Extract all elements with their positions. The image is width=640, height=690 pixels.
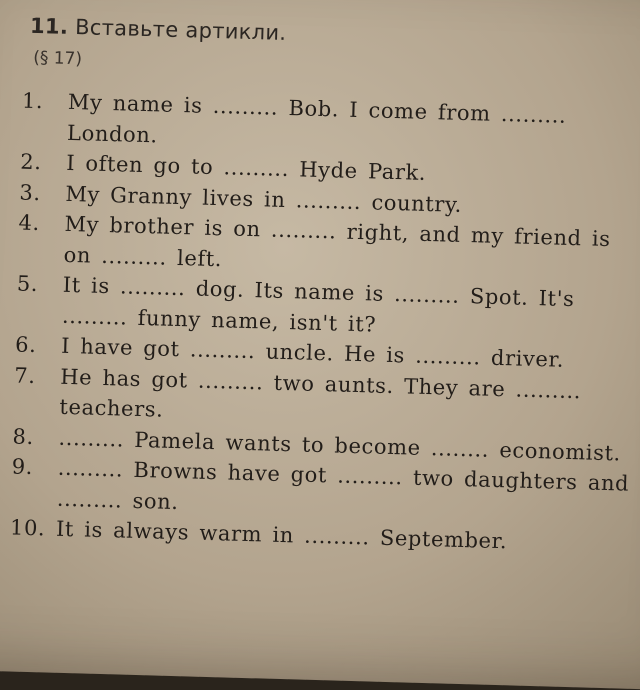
- item-number: 2.: [20, 147, 42, 178]
- exercise-items: [0, 85, 640, 560]
- item-text: I have got ......... uncle. He is ......... driver.: [61, 331, 640, 378]
- item-text: It is ......... dog. Its name is ......... Spot. It's ......... funny name, isn't it?: [62, 270, 640, 347]
- item-number: 1.: [22, 86, 44, 117]
- grammar-reference: (§ 17): [33, 48, 82, 69]
- item-text: My brother is on ......... right, and my friend is on ......... left.: [63, 209, 640, 286]
- exercise-instruction: Вставьте артикли.: [75, 15, 287, 45]
- exercise-title: [30, 14, 287, 45]
- item-text: ......... Pamela wants to become ........ economist.: [58, 422, 640, 469]
- item-number: 7.: [14, 360, 36, 391]
- item-text: My Granny lives in ......... country.: [65, 178, 640, 225]
- item-number: 9.: [11, 451, 33, 482]
- item-number: 3.: [19, 177, 41, 208]
- item-text: It is always warm in ......... September.: [56, 514, 639, 561]
- item-text: He has got ......... two aunts. They are ......... teachers.: [59, 361, 640, 438]
- item-number: 8.: [12, 421, 34, 452]
- item-number: 6.: [15, 330, 37, 361]
- item-number: 4.: [18, 208, 40, 239]
- item-text: My name is ......... Bob. I come from ......... London.: [67, 87, 640, 164]
- item-number: 5.: [16, 269, 38, 300]
- item-number: 10.: [10, 512, 46, 543]
- exercise-number: 11.: [30, 14, 69, 39]
- item-text: ......... Browns have got ......... two daughters and ......... son.: [56, 453, 639, 530]
- item-text: I often go to ......... Hyde Park.: [66, 148, 640, 195]
